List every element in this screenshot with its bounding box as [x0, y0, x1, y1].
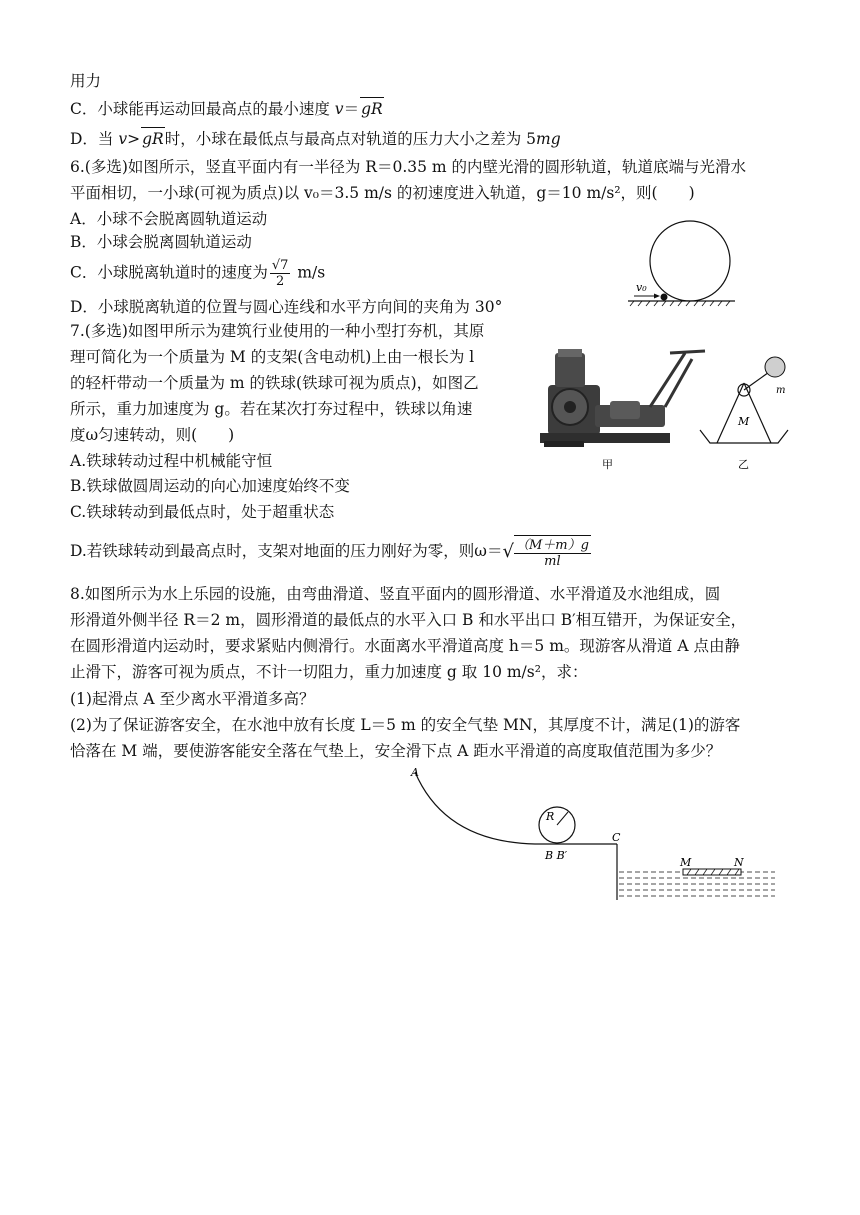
water-slide-figure: [405, 762, 785, 907]
option-a: A．小球不会脱离圆轨道运动: [70, 210, 268, 228]
label-M: M: [680, 856, 692, 869]
question-6-line: 平面相切，一小球(可视为质点)以 v₀＝3.5 m/s 的初速度进入轨道，g＝10 m/s²，则( ): [70, 184, 695, 202]
v0-label: v₀: [636, 281, 647, 294]
question-7-line: 的轻杆带动一个质量为 m 的铁球(铁球可视为质点)，如图乙: [70, 374, 479, 392]
ball: [661, 294, 668, 301]
option-text: 时，小球在最低点与最高点对轨道的压力大小之差为 5: [164, 130, 537, 148]
question-8-line: 止滑下，游客可视为质点，不计一切阻力，重力加速度 g 取 10 m/s²，求：: [70, 663, 588, 681]
sub-question-1: (1)起滑点 A 至少离水平滑道多高？: [70, 690, 315, 708]
slide-track: [415, 772, 617, 844]
ground-hatch: [630, 301, 730, 306]
question-7-line: 7.(多选)如图甲所示为建筑行业使用的一种小型打夯机，其原: [70, 322, 485, 340]
question-6-line: 6.(多选)如图所示，竖直平面内有一半径为 R＝0.35 m 的内壁光滑的圆形轨道，轨道底端与光滑水: [70, 158, 747, 176]
option-c: C.铁球转动到最低点时，处于超重状态: [70, 503, 335, 521]
radicand: gR: [142, 130, 164, 148]
label-jia: 甲: [602, 458, 613, 471]
radicand: gR: [361, 100, 383, 118]
water-surface: [619, 872, 775, 896]
math-var: v: [334, 100, 344, 118]
label-R: R: [546, 810, 555, 823]
option-c: [70, 258, 325, 289]
label-m: m: [776, 385, 786, 396]
option-b: B.铁球做圆周运动的向心加速度始终不变: [70, 477, 350, 495]
numerator: （M＋m）g: [515, 538, 589, 553]
label-M: M: [738, 415, 750, 428]
iron-ball: [765, 357, 785, 377]
label-A: A: [411, 766, 419, 779]
math-op: >: [127, 130, 141, 148]
question-7-line: 度ω匀速转动，则( ): [70, 426, 235, 444]
option-d: D．小球脱离轨道的位置与圆心连线和水平方向间的夹角为 30°: [70, 298, 503, 316]
label-N: N: [734, 856, 744, 869]
sub-question-2: 恰落在 M 端，要使游客能安全落在气垫上，安全滑下点 A 距水平滑道的高度取值范围为多少？: [70, 742, 722, 760]
sub-question-2: (2)为了保证游客安全，在水池中放有长度 L＝5 m 的安全气垫 MN，其厚度不计，满足(1)的游客: [70, 716, 741, 734]
circular-track-figure: [620, 218, 740, 318]
sqrt-sign: √: [502, 541, 514, 562]
option-c: [70, 97, 384, 120]
circular-track: [650, 221, 730, 301]
sqrt: [141, 127, 165, 150]
radius-line: [557, 812, 568, 825]
fraction: [270, 258, 291, 289]
option-d: [70, 127, 561, 150]
question-8-line: 形滑道外侧半径 R＝2 m，圆形滑道的最低点的水平入口 B 和水平出口 B′相互错开，为保证安全，: [70, 611, 747, 629]
question-8-line: 在圆形滑道内运动时，要求紧贴内侧滑行。水面离水平滑道高度 h＝5 m。现游客从滑道 A 点由静: [70, 637, 740, 655]
option-text: C．小球脱离轨道时的速度为: [70, 263, 268, 282]
math-var: mg: [536, 130, 561, 148]
option-text: m/s: [292, 263, 326, 282]
question-7-line: 理可简化为一个质量为 M 的支架(含电动机)上由一根长为 l: [70, 348, 475, 366]
question-8-line: 8.如图所示为水上乐园的设施，由弯曲滑道、竖直平面内的圆形滑道、水平滑道及水池组成，圆: [70, 585, 721, 603]
label-C: C: [612, 831, 621, 844]
option-b: B．小球会脱离圆轨道运动: [70, 233, 252, 251]
arrow-head-icon: [654, 294, 660, 299]
label-yi: 乙: [738, 458, 749, 471]
tamper-photo: [540, 349, 705, 447]
fraction: [514, 535, 591, 569]
math-op: ＝: [343, 100, 360, 118]
option-text: C．小球能再运动回最高点的最小速度: [70, 100, 335, 118]
tamper-figure: [540, 335, 800, 475]
sqrt: [360, 97, 384, 120]
option-text: D.若铁球转动到最高点时，支架对地面的压力刚好为零，则ω＝: [70, 542, 503, 560]
option-d: [70, 535, 593, 569]
denominator: ml: [544, 554, 561, 569]
numerator: √7: [271, 258, 289, 273]
option-a: A.铁球转动过程中机械能守恒: [70, 452, 273, 470]
option-text: D．当: [70, 130, 119, 148]
math-var: v: [118, 130, 128, 148]
text-line: 用力: [70, 72, 102, 90]
label-BB: B B′: [545, 849, 568, 862]
question-7-line: 所示，重力加速度为 g。若在某次打夯过程中，铁球以角速: [70, 400, 473, 418]
tamper-schematic: [700, 370, 788, 443]
denominator: 2: [276, 274, 285, 289]
